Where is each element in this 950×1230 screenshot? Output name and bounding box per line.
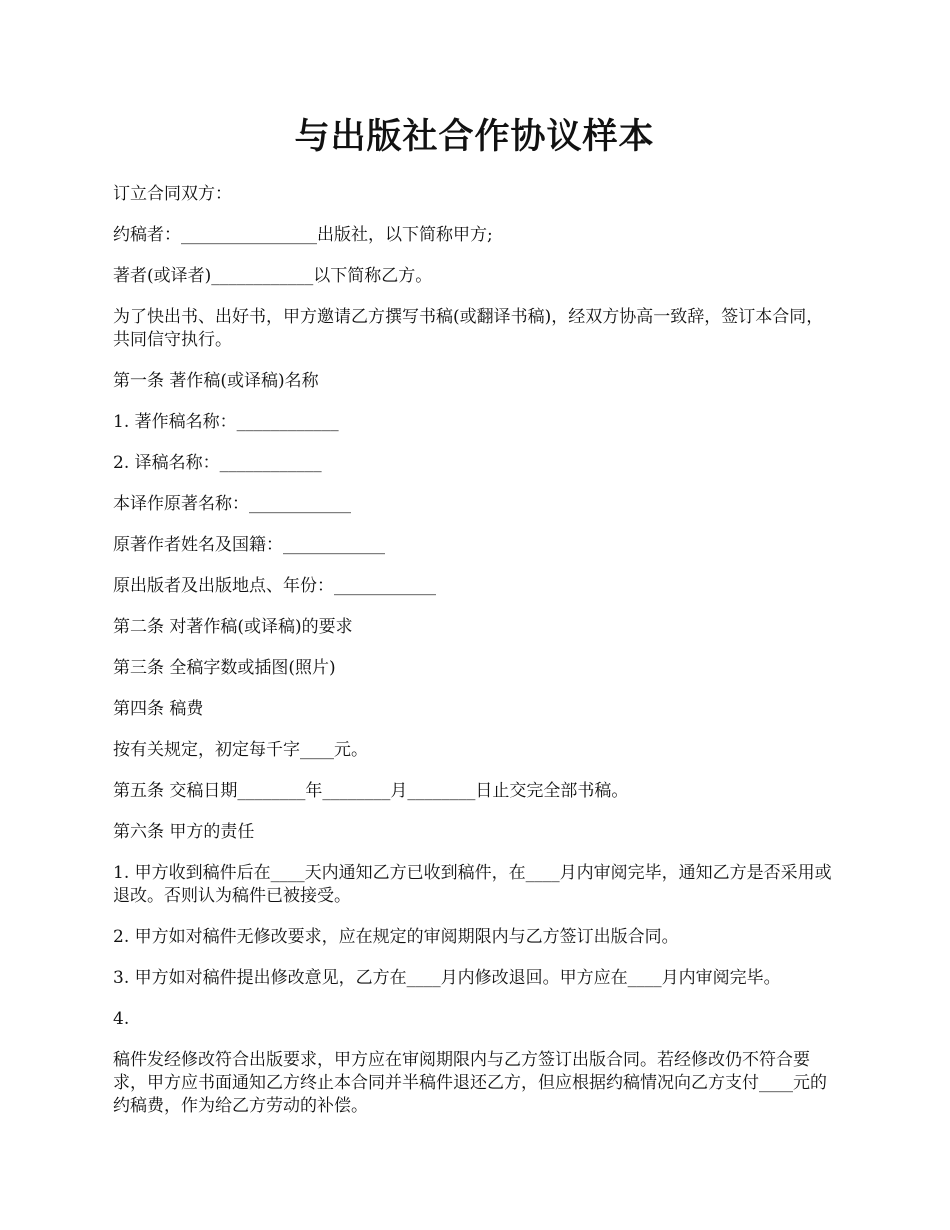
article-6-item-4-label: 4. [113, 1009, 130, 1029]
document-body [113, 183, 836, 1118]
article-1-original-title: 本译作原著名称：____________ [113, 494, 351, 514]
article-4-heading: 第四条 稿费 [113, 699, 204, 719]
article-3-heading: 第三条 全稿字数或插图(照片) [113, 658, 336, 678]
paragraph-party-a: 约稿者：________________出版社，以下简称甲方; [113, 225, 493, 245]
article-1-item-1: 1. 著作稿名称：____________ [113, 412, 339, 432]
article-1-item-2: 2. 译稿名称：____________ [113, 453, 322, 473]
article-1-original-publisher: 原出版者及出版地点、年份：____________ [113, 576, 436, 596]
article-2-heading: 第二条 对著作稿(或译稿)的要求 [113, 617, 353, 637]
article-6-item-4-text: 稿件发经修改符合出版要求，甲方应在审阅期限内与乙方签订出版合同。若经修改仍不符合要求，甲方应书面通知乙方终止本合同并半稿件退还乙方，但应根据约稿情况向乙方支付____元的约稿费，作为给乙方劳动的补偿。 [113, 1050, 827, 1116]
article-4-fee: 按有关规定，初定每千字____元。 [113, 740, 368, 760]
paragraph-party-b: 著者(或译者)____________以下简称乙方。 [113, 266, 433, 286]
article-6-heading: 第六条 甲方的责任 [113, 822, 255, 842]
article-6-item-2: 2. 甲方如对稿件无修改要求，应在规定的审阅期限内与乙方签订出版合同。 [113, 927, 679, 947]
article-1-original-author: 原著作者姓名及国籍：____________ [113, 535, 385, 555]
article-6-item-3: 3. 甲方如对稿件提出修改意见，乙方在____月内修改退回。甲方应在____月内审阅完毕。 [113, 968, 781, 988]
paragraph-preamble: 为了快出书、出好书，甲方邀请乙方撰写书稿(或翻译书稿)，经双方协高一致辞，签订本合同，共同信守执行。 [113, 307, 824, 350]
article-5-deadline: 第五条 交稿日期________年________月________日止交完全部书稿。 [113, 781, 629, 801]
paragraph-parties-heading: 订立合同双方： [113, 184, 232, 204]
document-title: 与出版社合作协议样本 [294, 117, 655, 157]
article-6-item-1: 1. 甲方收到稿件后在____天内通知乙方已收到稿件，在____月内审阅完毕，通知乙方是否采用或退改。否则认为稿件已被接受。 [113, 863, 832, 906]
article-1-heading: 第一条 著作稿(或译稿)名称 [113, 371, 319, 391]
